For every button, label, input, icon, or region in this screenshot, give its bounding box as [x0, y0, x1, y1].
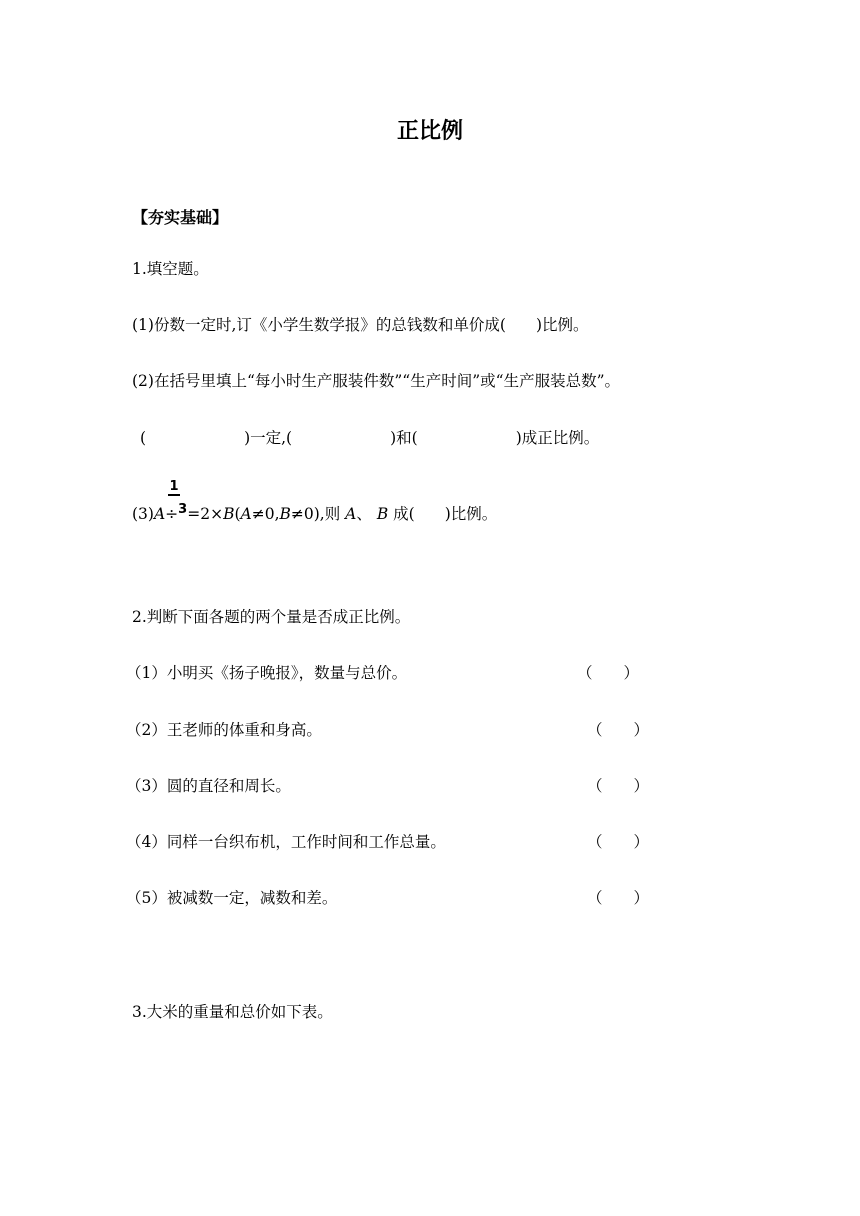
q1-part2-fill [140, 427, 599, 449]
q1-part1-before: (1)份数一定时,订《小学生数学报》的总钱数和单价成( [132, 316, 506, 334]
q2-heading: 2.判断下面各题的两个量是否成正比例。 [132, 608, 411, 626]
q2-item-answer-paren: （ ） [577, 664, 640, 682]
fill-paren-b: )一定,( [244, 429, 293, 447]
neq-zero-b: ≠0),则 [290, 505, 341, 523]
cheng-text: 成( [388, 505, 415, 523]
q1-part3 [132, 503, 497, 527]
q2-item-answer-paren: （ ） [587, 777, 650, 795]
q3-heading: 3.大米的重量和总价如下表。 [132, 1003, 333, 1021]
var-b3: B [376, 505, 389, 523]
neq-zero-a: ≠0, [251, 505, 280, 523]
equals-part: =2× [187, 505, 224, 523]
var-b: B [223, 505, 235, 523]
fill-paren-a: ( [140, 429, 147, 447]
q2-item-text: （4）同样一台织布机，工作时间和工作总量。 [126, 833, 446, 851]
q2-item-text: （2）王老师的体重和身高。 [126, 721, 322, 739]
q2-item-answer-paren: （ ） [587, 889, 650, 907]
fraction-one-third [166, 480, 182, 497]
cond-open: ( [234, 505, 241, 523]
fraction-numerator: 1 [169, 479, 179, 494]
q2-item-text: （5）被减数一定，减数和差。 [126, 889, 338, 907]
q2-item-answer-paren: （ ） [587, 833, 650, 851]
fraction-bar [168, 494, 180, 496]
q1-heading: 1.填空题。 [132, 260, 209, 278]
fill-paren-d: )成正比例。 [515, 429, 600, 447]
q2-item-answer-paren: （ ） [587, 721, 650, 739]
q1-part1-after: )比例。 [535, 316, 589, 334]
var-b2: B [279, 505, 291, 523]
q1-part3-after: )比例。 [444, 505, 498, 523]
section-heading: 【夯实基础】 [132, 208, 229, 227]
page-title: 正比例 [396, 119, 463, 144]
var-a2: A [240, 505, 252, 523]
separator: 、 [356, 505, 372, 523]
fill-paren-c: )和( [390, 429, 418, 447]
fraction-denominator: 3 [178, 502, 188, 517]
var-a: A [153, 505, 166, 523]
divide-sign: ÷ [165, 505, 179, 523]
var-a3: A [345, 505, 357, 523]
q1-part3-prefix: (3) [132, 505, 154, 523]
q1-part1 [132, 314, 589, 336]
q2-item-text: （1）小明买《扬子晚报》，数量与总价。 [126, 664, 408, 682]
q1-part2: (2)在括号里填上“每小时生产服装件数”“生产时间”或“生产服装总数”。 [132, 372, 621, 390]
q2-item-text: （3）圆的直径和周长。 [126, 777, 291, 795]
